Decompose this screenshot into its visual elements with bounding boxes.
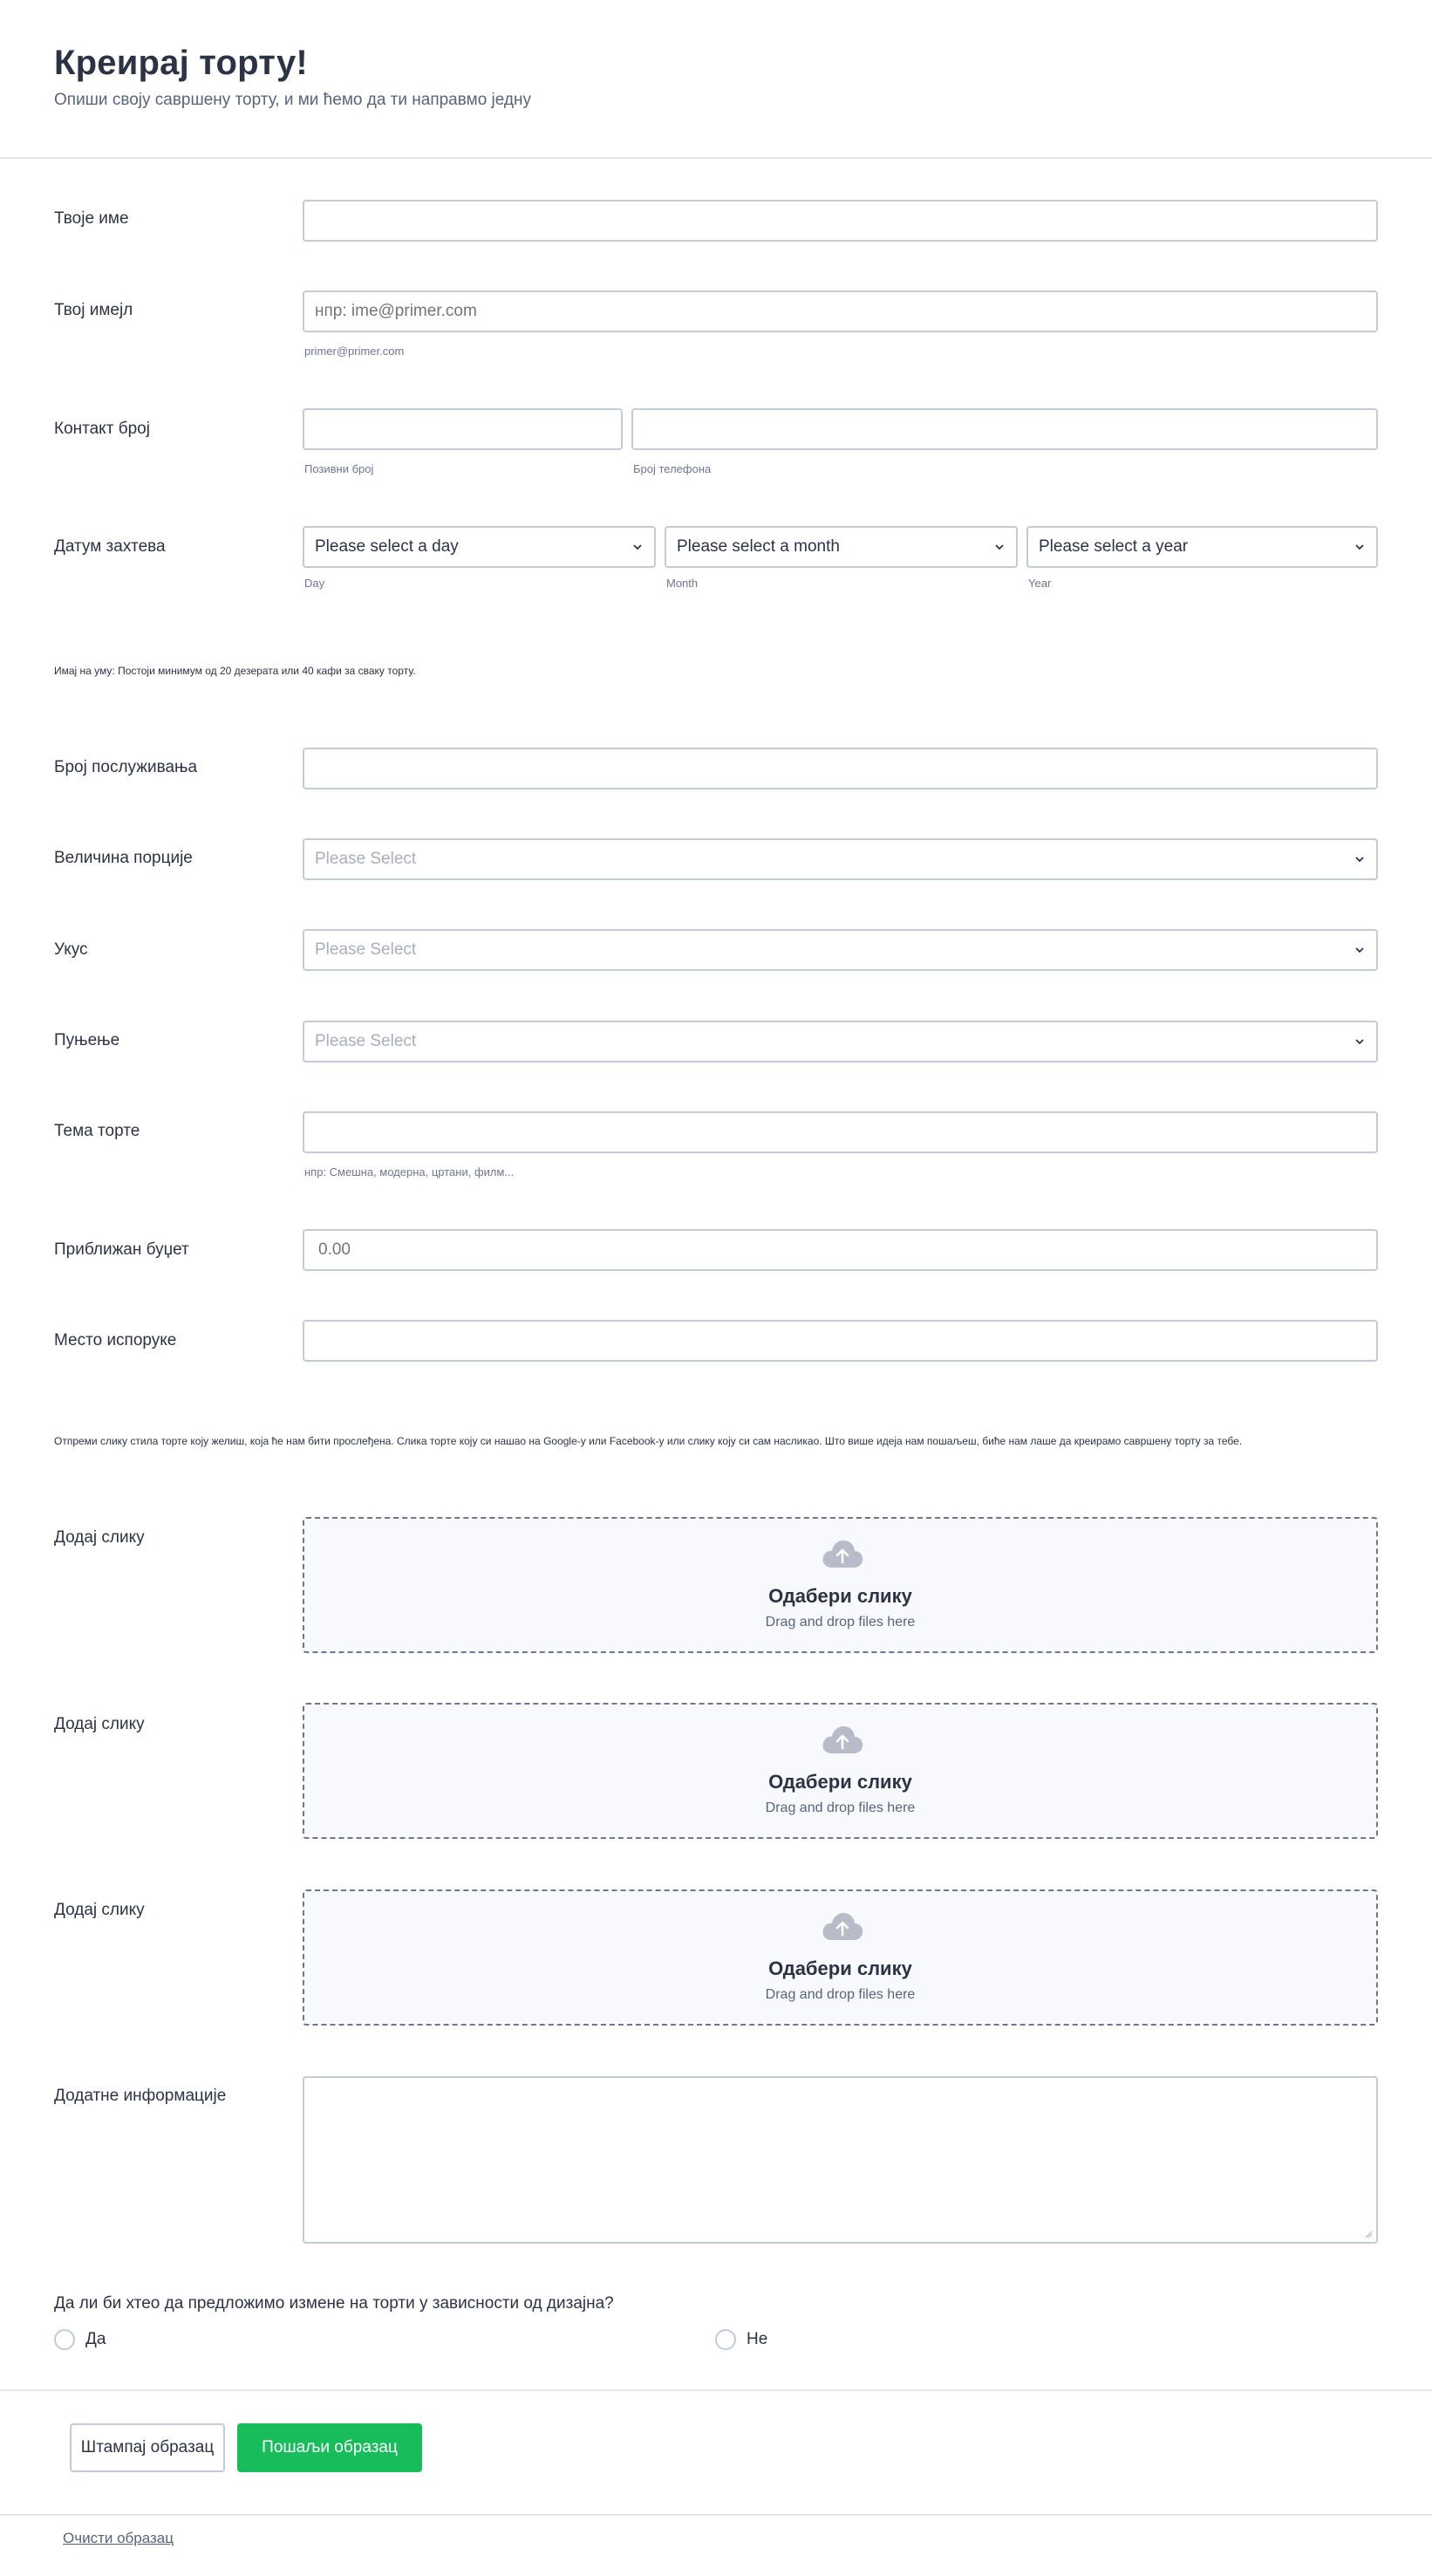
portion-select[interactable] — [303, 838, 1378, 880]
email-sublabel: primer@primer.com — [304, 345, 405, 358]
month-sublabel: Month — [666, 577, 699, 590]
day-select[interactable] — [303, 526, 656, 568]
phone-number-input[interactable] — [631, 408, 1378, 450]
month-select-value: Please select a month — [677, 537, 840, 556]
footer-divider-2 — [0, 2514, 1432, 2516]
phone-number-sublabel: Број телефона — [633, 462, 712, 475]
theme-input[interactable] — [303, 1111, 1378, 1153]
cloud-upload-icon — [822, 1724, 863, 1755]
upload-title-1: Одабери слику — [768, 1585, 912, 1607]
submit-button[interactable]: Пошаљи образац — [237, 2423, 422, 2472]
upload-hint-2: Drag and drop files here — [765, 1800, 916, 1815]
chevron-down-icon — [1354, 541, 1366, 553]
additional-info-textarea[interactable] — [303, 2076, 1378, 2244]
footer-divider — [0, 2389, 1432, 2391]
chevron-down-icon — [1354, 944, 1366, 956]
chevron-down-icon — [1354, 853, 1366, 865]
upload-title-2: Одабери слику — [768, 1771, 912, 1793]
portion-select-value: Please Select — [315, 850, 417, 868]
phone-label: Контакт број — [54, 420, 150, 438]
delivery-label: Место испоруке — [54, 1331, 177, 1349]
month-select[interactable] — [665, 526, 1018, 568]
upload-dropzone-1[interactable] — [303, 1517, 1378, 1653]
upload-label-3: Додај слику — [54, 1901, 145, 1919]
flavor-select[interactable] — [303, 929, 1378, 971]
upload-note: Отпреми слику стила торте коју желиш, која ће нам бити прослеђена. Слика торте коју си нашао на Google-у или Facebook-у или слику коју си сам насликао. Што више идеја нам пошаљеш, биће нам лаше да креирамо савршену торту за тебе. — [54, 1435, 1243, 1447]
radio-option-no[interactable] — [715, 2329, 767, 2350]
filling-select[interactable] — [303, 1021, 1378, 1063]
cloud-upload-icon — [822, 1538, 863, 1569]
flavor-select-value: Please Select — [315, 940, 417, 959]
theme-label: Тема торте — [54, 1122, 140, 1140]
radio-label-yes: Да — [85, 2330, 106, 2348]
minimum-note: Имај на уму: Постоји минимум од 20 дезерата или 40 кафи за сваку торту. — [54, 665, 416, 677]
upload-label-1: Додај слику — [54, 1528, 145, 1547]
page-title: Креирај торту! — [54, 44, 308, 82]
form-header — [0, 0, 1432, 159]
chevron-down-icon — [631, 541, 644, 553]
email-input[interactable] — [303, 290, 1378, 332]
filling-select-value: Please Select — [315, 1032, 417, 1050]
theme-sublabel: нпр: Смешна, модерна, цртани, филм... — [304, 1165, 515, 1179]
budget-label: Приближан буџет — [54, 1240, 189, 1259]
day-sublabel: Day — [304, 577, 325, 590]
name-label: Твоје име — [54, 209, 129, 228]
year-sublabel: Year — [1028, 577, 1052, 590]
resize-grip-icon[interactable] — [1364, 2230, 1373, 2238]
radio-circle[interactable] — [715, 2329, 736, 2350]
upload-dropzone-3[interactable] — [303, 1889, 1378, 2026]
year-select[interactable] — [1026, 526, 1378, 568]
year-select-value: Please select a year — [1039, 537, 1189, 556]
flavor-label: Укус — [54, 940, 88, 959]
page-subtitle: Опиши своју савршену торту, и ми ћемо да ти направмо једну — [54, 91, 531, 109]
chevron-down-icon — [1354, 1035, 1366, 1048]
cloud-upload-icon — [822, 1910, 863, 1942]
clear-form-link[interactable]: Очисти образац — [63, 2530, 174, 2546]
portion-label: Величина порције — [54, 849, 193, 867]
delivery-input[interactable] — [303, 1320, 1378, 1362]
chevron-down-icon — [993, 541, 1006, 553]
date-label: Датум захтева — [54, 537, 166, 556]
servings-label: Број послуживања — [54, 758, 198, 776]
area-code-sublabel: Позивни број — [304, 462, 374, 475]
upload-title-3: Одабери слику — [768, 1958, 912, 1979]
servings-input[interactable] — [303, 748, 1378, 789]
additional-info-label: Додатне информације — [54, 2087, 227, 2105]
radio-circle[interactable] — [54, 2329, 75, 2350]
upload-dropzone-2[interactable] — [303, 1703, 1378, 1839]
email-label: Твој имејл — [54, 301, 133, 319]
suggest-question: Да ли би хтео да предложимо измене на торти у зависности од дизајна? — [54, 2294, 614, 2313]
day-select-value: Please select a day — [315, 537, 459, 556]
upload-hint-3: Drag and drop files here — [765, 1987, 916, 2002]
print-button[interactable]: Штампај образац — [70, 2423, 225, 2472]
upload-label-2: Додај слику — [54, 1715, 145, 1733]
name-input[interactable] — [303, 200, 1378, 242]
radio-label-no: Не — [747, 2330, 768, 2348]
budget-input[interactable] — [303, 1229, 1378, 1271]
radio-option-yes[interactable] — [54, 2329, 106, 2350]
filling-label: Пуњење — [54, 1031, 120, 1049]
area-code-input[interactable] — [303, 408, 623, 450]
upload-hint-1: Drag and drop files here — [765, 1615, 916, 1630]
